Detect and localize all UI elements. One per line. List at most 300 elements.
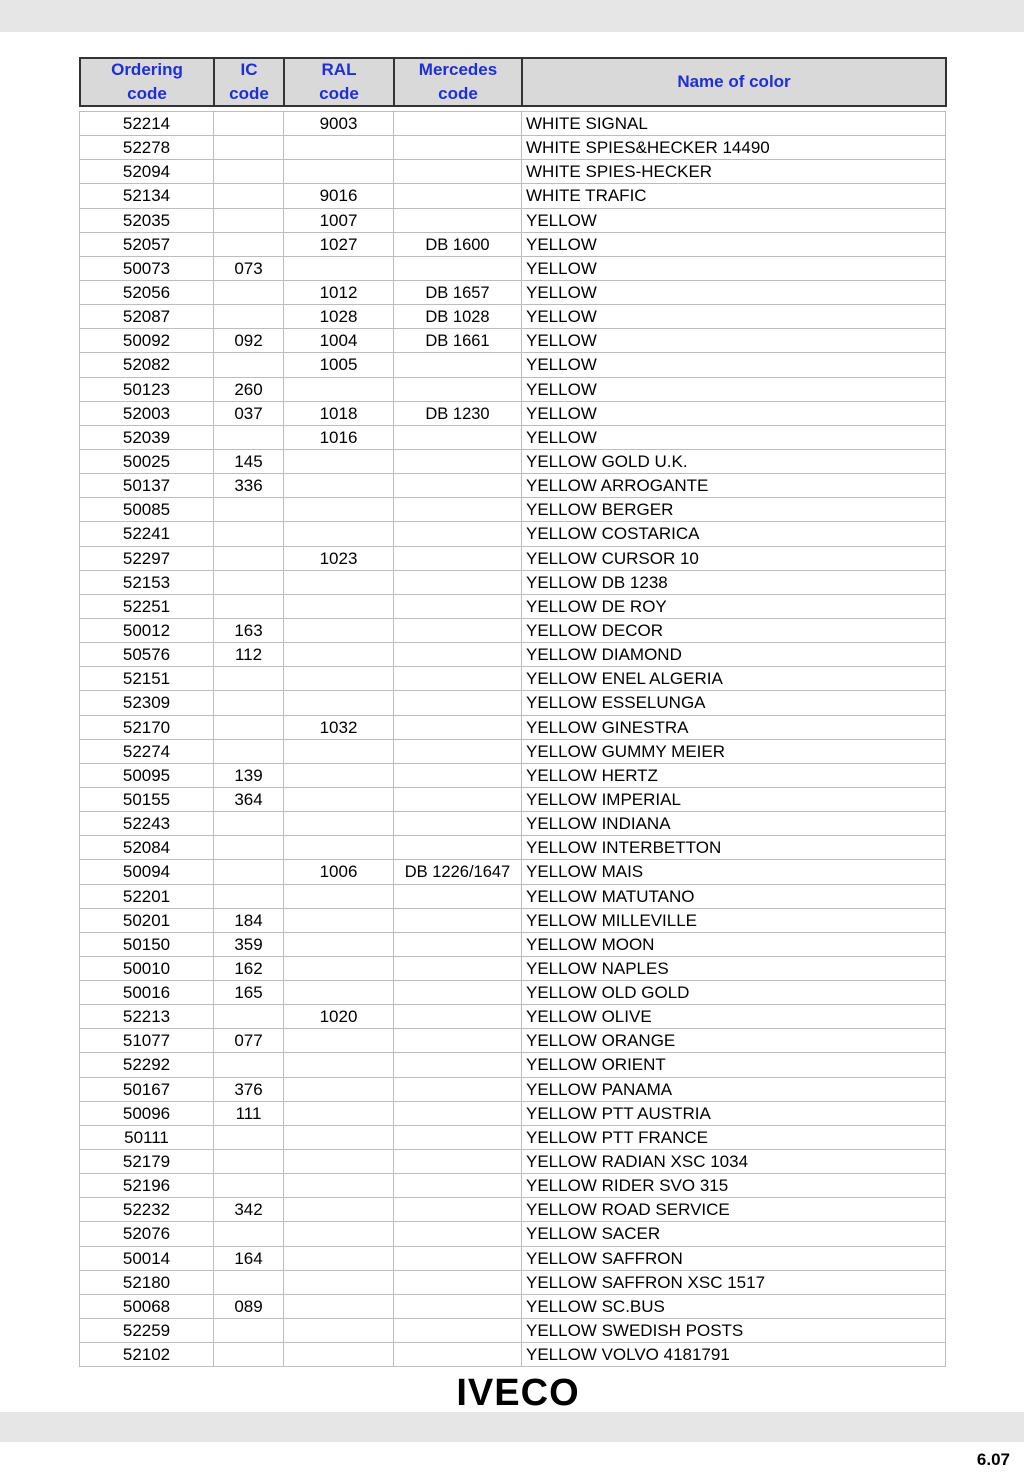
ic-code-cell: 145	[214, 450, 284, 474]
color-name-cell: YELLOW	[522, 233, 946, 257]
table-row	[80, 402, 946, 426]
ral-code-cell	[284, 1150, 394, 1174]
ic-code-cell	[214, 860, 284, 884]
ordering-code-cell: 50073	[80, 257, 214, 281]
table-row	[80, 1005, 946, 1029]
ordering-code-cell: 52241	[80, 522, 214, 546]
ral-code-cell	[284, 571, 394, 595]
ral-code-cell: 1016	[284, 426, 394, 450]
ordering-code-cell: 50201	[80, 909, 214, 933]
ordering-code-cell: 50012	[80, 619, 214, 643]
mercedes-code-cell	[394, 353, 522, 377]
ordering-code-cell: 52170	[80, 716, 214, 740]
ral-code-cell	[284, 257, 394, 281]
color-name-cell: WHITE TRAFIC	[522, 184, 946, 208]
table-row	[80, 522, 946, 546]
color-name-cell: YELLOW SAFFRON	[522, 1247, 946, 1271]
ordering-code-cell: 52134	[80, 184, 214, 208]
table-row	[80, 981, 946, 1005]
ic-code-cell: 376	[214, 1078, 284, 1102]
mercedes-code-cell	[394, 836, 522, 860]
table-row	[80, 160, 946, 184]
ral-code-cell	[284, 1343, 394, 1367]
ic-code-cell: 164	[214, 1247, 284, 1271]
table-row	[80, 329, 946, 353]
mercedes-code-cell: DB 1600	[394, 233, 522, 257]
ic-code-cell: 260	[214, 378, 284, 402]
mercedes-code-cell	[394, 450, 522, 474]
ordering-code-cell: 50068	[80, 1295, 214, 1319]
ral-code-cell	[284, 933, 394, 957]
ordering-code-cell: 52196	[80, 1174, 214, 1198]
ral-code-cell	[284, 909, 394, 933]
ordering-code-cell: 52259	[80, 1319, 214, 1343]
mercedes-code-cell: DB 1661	[394, 329, 522, 353]
ordering-code-cell: 52297	[80, 547, 214, 571]
ral-code-cell	[284, 619, 394, 643]
ral-code-cell: 1005	[284, 353, 394, 377]
color-name-cell: YELLOW	[522, 353, 946, 377]
mercedes-code-cell	[394, 981, 522, 1005]
header-ordering-code: Ordering code	[81, 59, 215, 105]
ic-code-cell	[214, 305, 284, 329]
ic-code-cell	[214, 1053, 284, 1077]
ral-code-cell	[284, 595, 394, 619]
mercedes-code-cell	[394, 474, 522, 498]
ral-code-cell	[284, 643, 394, 667]
ic-code-cell	[214, 1174, 284, 1198]
ic-code-cell	[214, 184, 284, 208]
ordering-code-cell: 52003	[80, 402, 214, 426]
color-name-cell: YELLOW	[522, 329, 946, 353]
iveco-logo-text: IVECO	[456, 1376, 580, 1408]
table-row	[80, 136, 946, 160]
ral-code-cell	[284, 1271, 394, 1295]
table-row	[80, 547, 946, 571]
table-row	[80, 353, 946, 377]
mercedes-code-cell	[394, 1198, 522, 1222]
color-name-cell: YELLOW IMPERIAL	[522, 788, 946, 812]
ral-code-cell: 1018	[284, 402, 394, 426]
mercedes-code-cell	[394, 160, 522, 184]
ordering-code-cell: 52084	[80, 836, 214, 860]
table-row	[80, 667, 946, 691]
table-row	[80, 1247, 946, 1271]
color-name-cell: YELLOW COSTARICA	[522, 522, 946, 546]
table-row	[80, 933, 946, 957]
mercedes-code-cell	[394, 619, 522, 643]
table-row	[80, 1126, 946, 1150]
mercedes-code-cell	[394, 716, 522, 740]
ordering-code-cell: 50014	[80, 1247, 214, 1271]
ic-code-cell	[214, 1126, 284, 1150]
table-row	[80, 281, 946, 305]
ic-code-cell	[214, 836, 284, 860]
ic-code-cell	[214, 1319, 284, 1343]
ic-code-cell	[214, 353, 284, 377]
ic-code-cell	[214, 209, 284, 233]
bottom-band	[0, 1412, 1024, 1442]
color-name-cell: YELLOW PTT AUSTRIA	[522, 1102, 946, 1126]
ic-code-cell	[214, 740, 284, 764]
table-row	[80, 1198, 946, 1222]
ordering-code-cell: 52035	[80, 209, 214, 233]
ral-code-cell: 1023	[284, 547, 394, 571]
ral-code-cell	[284, 1029, 394, 1053]
ordering-code-cell: 50085	[80, 498, 214, 522]
color-name-cell: YELLOW GOLD U.K.	[522, 450, 946, 474]
ral-code-cell	[284, 450, 394, 474]
table-row	[80, 1271, 946, 1295]
table-row	[80, 909, 946, 933]
header-ic-code: IC code	[215, 59, 285, 105]
mercedes-code-cell: DB 1226/1647	[394, 860, 522, 884]
mercedes-code-cell	[394, 691, 522, 715]
ic-code-cell	[214, 1222, 284, 1246]
ordering-code-cell: 50092	[80, 329, 214, 353]
mercedes-code-cell: DB 1230	[394, 402, 522, 426]
ic-code-cell	[214, 1271, 284, 1295]
ral-code-cell: 1032	[284, 716, 394, 740]
ordering-code-cell: 50025	[80, 450, 214, 474]
ordering-code-cell: 52243	[80, 812, 214, 836]
table-row	[80, 233, 946, 257]
mercedes-code-cell	[394, 740, 522, 764]
mercedes-code-cell	[394, 522, 522, 546]
color-name-cell: YELLOW RADIAN XSC 1034	[522, 1150, 946, 1174]
color-name-cell: YELLOW	[522, 426, 946, 450]
color-name-cell: YELLOW OLIVE	[522, 1005, 946, 1029]
ral-code-cell	[284, 1126, 394, 1150]
mercedes-code-cell	[394, 1174, 522, 1198]
color-name-cell: YELLOW MILLEVILLE	[522, 909, 946, 933]
mercedes-code-cell	[394, 1343, 522, 1367]
table-row	[80, 788, 946, 812]
ic-code-cell	[214, 136, 284, 160]
ordering-code-cell: 50095	[80, 764, 214, 788]
color-name-cell: YELLOW PANAMA	[522, 1078, 946, 1102]
color-name-cell: YELLOW MAIS	[522, 860, 946, 884]
ordering-code-cell: 50094	[80, 860, 214, 884]
ic-code-cell	[214, 160, 284, 184]
mercedes-code-cell	[394, 184, 522, 208]
color-name-cell: YELLOW SACER	[522, 1222, 946, 1246]
table-row	[80, 1053, 946, 1077]
ral-code-cell	[284, 1053, 394, 1077]
ral-code-cell	[284, 740, 394, 764]
ic-code-cell	[214, 812, 284, 836]
color-name-cell: YELLOW HERTZ	[522, 764, 946, 788]
mercedes-code-cell	[394, 136, 522, 160]
ral-code-cell	[284, 474, 394, 498]
ral-code-cell	[284, 667, 394, 691]
ral-code-cell	[284, 981, 394, 1005]
mercedes-code-cell	[394, 426, 522, 450]
table-row	[80, 498, 946, 522]
mercedes-code-cell	[394, 667, 522, 691]
ral-code-cell	[284, 885, 394, 909]
ordering-code-cell: 50123	[80, 378, 214, 402]
mercedes-code-cell	[394, 1247, 522, 1271]
ic-code-cell: 139	[214, 764, 284, 788]
ordering-code-cell: 50016	[80, 981, 214, 1005]
ral-code-cell	[284, 1078, 394, 1102]
color-name-cell: YELLOW SWEDISH POSTS	[522, 1319, 946, 1343]
ral-code-cell: 1028	[284, 305, 394, 329]
header-name-of-color: Name of color	[677, 72, 791, 91]
ral-code-cell	[284, 160, 394, 184]
ic-code-cell	[214, 1343, 284, 1367]
ic-code-cell: 342	[214, 1198, 284, 1222]
table-row	[80, 1029, 946, 1053]
ral-code-cell: 1020	[284, 1005, 394, 1029]
ordering-code-cell: 52076	[80, 1222, 214, 1246]
ic-code-cell: 184	[214, 909, 284, 933]
ordering-code-cell: 52214	[80, 112, 214, 136]
ral-code-cell: 9003	[284, 112, 394, 136]
ic-code-cell: 336	[214, 474, 284, 498]
color-name-cell: YELLOW DE ROY	[522, 595, 946, 619]
ic-code-cell: 165	[214, 981, 284, 1005]
color-name-cell: WHITE SPIES-HECKER	[522, 160, 946, 184]
table-row	[80, 1102, 946, 1126]
ral-code-cell	[284, 1198, 394, 1222]
table-row	[80, 595, 946, 619]
mercedes-code-cell	[394, 1222, 522, 1246]
color-name-cell: YELLOW OLD GOLD	[522, 981, 946, 1005]
color-name-cell: YELLOW VOLVO 4181791	[522, 1343, 946, 1367]
ordering-code-cell: 52180	[80, 1271, 214, 1295]
table-row	[80, 426, 946, 450]
ordering-code-cell: 50137	[80, 474, 214, 498]
ic-code-cell	[214, 547, 284, 571]
ordering-code-cell: 51077	[80, 1029, 214, 1053]
color-name-cell: YELLOW INDIANA	[522, 812, 946, 836]
color-name-cell: YELLOW CURSOR 10	[522, 547, 946, 571]
ordering-code-cell: 52102	[80, 1343, 214, 1367]
ic-code-cell: 077	[214, 1029, 284, 1053]
ic-code-cell	[214, 716, 284, 740]
ral-code-cell: 1006	[284, 860, 394, 884]
ral-code-cell: 1007	[284, 209, 394, 233]
ordering-code-cell: 50096	[80, 1102, 214, 1126]
ordering-code-cell: 52056	[80, 281, 214, 305]
table-row	[80, 571, 946, 595]
mercedes-code-cell	[394, 1053, 522, 1077]
color-name-cell: YELLOW SC.BUS	[522, 1295, 946, 1319]
mercedes-code-cell	[394, 378, 522, 402]
table-row	[80, 716, 946, 740]
ic-code-cell: 089	[214, 1295, 284, 1319]
mercedes-code-cell	[394, 1271, 522, 1295]
color-name-cell: YELLOW DECOR	[522, 619, 946, 643]
ic-code-cell	[214, 1005, 284, 1029]
page-number: 6.07	[976, 1450, 1010, 1469]
color-name-cell: YELLOW SAFFRON XSC 1517	[522, 1271, 946, 1295]
ral-code-cell	[284, 812, 394, 836]
ordering-code-cell: 52232	[80, 1198, 214, 1222]
ic-code-cell	[214, 426, 284, 450]
ral-code-cell	[284, 1174, 394, 1198]
ic-code-cell: 037	[214, 402, 284, 426]
ral-code-cell	[284, 836, 394, 860]
color-name-cell: WHITE SIGNAL	[522, 112, 946, 136]
color-name-cell: YELLOW DIAMOND	[522, 643, 946, 667]
mercedes-code-cell	[394, 498, 522, 522]
ordering-code-cell: 52274	[80, 740, 214, 764]
ordering-code-cell: 52039	[80, 426, 214, 450]
table-row	[80, 885, 946, 909]
ordering-code-cell: 50150	[80, 933, 214, 957]
ic-code-cell: 364	[214, 788, 284, 812]
ral-code-cell	[284, 1247, 394, 1271]
ordering-code-cell: 52151	[80, 667, 214, 691]
top-band	[0, 0, 1024, 32]
ordering-code-cell: 52278	[80, 136, 214, 160]
ordering-code-cell: 50155	[80, 788, 214, 812]
table-row	[80, 836, 946, 860]
color-name-cell: WHITE SPIES&HECKER 14490	[522, 136, 946, 160]
table-header	[79, 57, 947, 107]
ic-code-cell	[214, 885, 284, 909]
table-row	[80, 257, 946, 281]
mercedes-code-cell	[394, 112, 522, 136]
ic-code-cell	[214, 667, 284, 691]
ral-code-cell	[284, 1295, 394, 1319]
ic-code-cell: 111	[214, 1102, 284, 1126]
ordering-code-cell: 50576	[80, 643, 214, 667]
table-row	[80, 1319, 946, 1343]
ral-code-cell	[284, 764, 394, 788]
color-name-cell: YELLOW PTT FRANCE	[522, 1126, 946, 1150]
mercedes-code-cell	[394, 788, 522, 812]
ordering-code-cell: 52213	[80, 1005, 214, 1029]
mercedes-code-cell	[394, 764, 522, 788]
header-ral-code: RAL code	[285, 59, 395, 105]
ral-code-cell	[284, 522, 394, 546]
ral-code-cell: 1012	[284, 281, 394, 305]
table-row	[80, 1078, 946, 1102]
ral-code-cell	[284, 1319, 394, 1343]
mercedes-code-cell	[394, 909, 522, 933]
ic-code-cell	[214, 498, 284, 522]
ordering-code-cell: 52057	[80, 233, 214, 257]
ordering-code-cell: 52309	[80, 691, 214, 715]
ic-code-cell	[214, 522, 284, 546]
color-name-cell: YELLOW NAPLES	[522, 957, 946, 981]
ic-code-cell: 163	[214, 619, 284, 643]
mercedes-code-cell	[394, 933, 522, 957]
mercedes-code-cell	[394, 209, 522, 233]
color-name-cell: YELLOW DB 1238	[522, 571, 946, 595]
ic-code-cell: 073	[214, 257, 284, 281]
table-row	[80, 112, 946, 136]
color-name-cell: YELLOW ESSELUNGA	[522, 691, 946, 715]
color-name-cell: YELLOW	[522, 305, 946, 329]
ral-code-cell	[284, 136, 394, 160]
mercedes-code-cell	[394, 643, 522, 667]
mercedes-code-cell	[394, 1078, 522, 1102]
ral-code-cell	[284, 1102, 394, 1126]
ral-code-cell	[284, 788, 394, 812]
mercedes-code-cell	[394, 812, 522, 836]
ic-code-cell	[214, 571, 284, 595]
table-row	[80, 450, 946, 474]
table-row	[80, 1343, 946, 1367]
mercedes-code-cell: DB 1028	[394, 305, 522, 329]
ic-code-cell	[214, 691, 284, 715]
ordering-code-cell: 52292	[80, 1053, 214, 1077]
color-name-cell: YELLOW ARROGANTE	[522, 474, 946, 498]
table-row	[80, 474, 946, 498]
ic-code-cell	[214, 112, 284, 136]
color-name-cell: YELLOW ORANGE	[522, 1029, 946, 1053]
color-name-cell: YELLOW MOON	[522, 933, 946, 957]
mercedes-code-cell	[394, 547, 522, 571]
mercedes-code-cell	[394, 1319, 522, 1343]
table-row	[80, 860, 946, 884]
mercedes-code-cell	[394, 571, 522, 595]
ral-code-cell: 1027	[284, 233, 394, 257]
table-row	[80, 740, 946, 764]
ic-code-cell	[214, 595, 284, 619]
color-name-cell: YELLOW	[522, 378, 946, 402]
ic-code-cell: 162	[214, 957, 284, 981]
mercedes-code-cell	[394, 595, 522, 619]
ordering-code-cell: 52087	[80, 305, 214, 329]
table-row	[80, 957, 946, 981]
ordering-code-cell: 52179	[80, 1150, 214, 1174]
ordering-code-cell: 50010	[80, 957, 214, 981]
mercedes-code-cell	[394, 1102, 522, 1126]
ordering-code-cell: 52251	[80, 595, 214, 619]
ral-code-cell	[284, 378, 394, 402]
ordering-code-cell: 50167	[80, 1078, 214, 1102]
table-row	[80, 1295, 946, 1319]
iveco-logo	[444, 1376, 592, 1408]
ic-code-cell: 359	[214, 933, 284, 957]
color-name-cell: YELLOW INTERBETTON	[522, 836, 946, 860]
table-row	[80, 619, 946, 643]
color-name-cell: YELLOW BERGER	[522, 498, 946, 522]
ral-code-cell: 9016	[284, 184, 394, 208]
mercedes-code-cell	[394, 257, 522, 281]
color-name-cell: YELLOW	[522, 209, 946, 233]
color-name-cell: YELLOW MATUTANO	[522, 885, 946, 909]
color-table-body	[79, 111, 946, 1367]
table-row	[80, 812, 946, 836]
mercedes-code-cell	[394, 1295, 522, 1319]
table-row	[80, 184, 946, 208]
ordering-code-cell: 52201	[80, 885, 214, 909]
mercedes-code-cell	[394, 957, 522, 981]
table-row	[80, 764, 946, 788]
table-row	[80, 305, 946, 329]
color-name-cell: YELLOW	[522, 257, 946, 281]
mercedes-code-cell	[394, 1029, 522, 1053]
ic-code-cell: 112	[214, 643, 284, 667]
header-mercedes-code: Mercedes code	[395, 59, 523, 105]
mercedes-code-cell: DB 1657	[394, 281, 522, 305]
ral-code-cell	[284, 498, 394, 522]
ral-code-cell	[284, 957, 394, 981]
color-name-cell: YELLOW RIDER SVO 315	[522, 1174, 946, 1198]
table-row	[80, 643, 946, 667]
table-row	[80, 1150, 946, 1174]
color-name-cell: YELLOW GINESTRA	[522, 716, 946, 740]
mercedes-code-cell	[394, 1005, 522, 1029]
table-row	[80, 691, 946, 715]
